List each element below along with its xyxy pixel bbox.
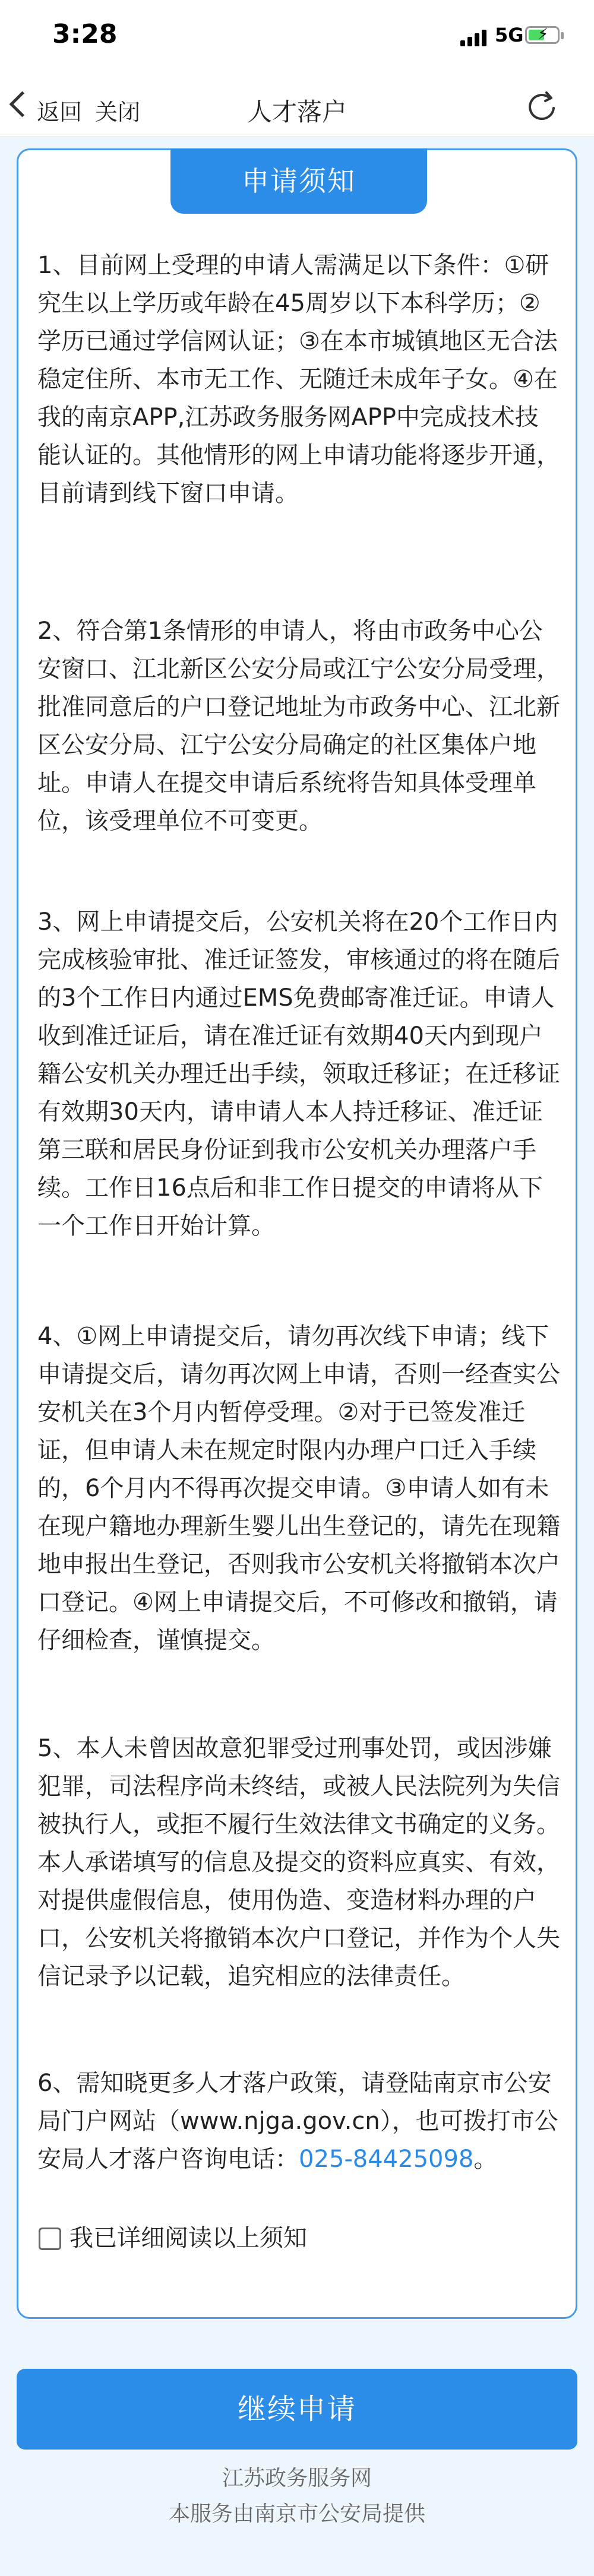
battery-tip — [561, 32, 564, 39]
notice-card — [17, 148, 577, 2319]
agree-label[interactable]: 我已详细阅读以上须知 — [69, 2225, 307, 2252]
notice-paragraph-3: 3、网上申请提交后，公安机关将在20个工作日内完成核验审批、准迁证签发，审核通过的将在随后的3个工作日内通过EMS免费邮寄准迁证。申请人收到准迁证后，请在准迁证有效期40天内到现户籍公安机关办理迁出手续，领取迁移证；在迁移证有效期30天内，请申请人本人持迁移证、准迁证第三联和居民身份证到我市公安机关办理落户手续。工作日16点后和非工作日提交的申请将从下一个工作日开始计算。 — [37, 908, 560, 1240]
consult-phone-link[interactable]: 025-84425098 — [299, 2146, 474, 2173]
nav-bar — [0, 77, 594, 137]
notice-header-label: 申请须知 — [242, 165, 356, 197]
notice-paragraph-6-text: 6、需知晓更多人才落户政策，请登陆南京市公安局门户网站（www.njga.gov.cn），也可拨打市公安局人才落户咨询电话： — [37, 2070, 558, 2173]
footer-service-note: 本服务由南京市公安局提供 — [168, 2502, 425, 2526]
refresh-icon[interactable] — [523, 88, 561, 126]
notice-paragraph-6 — [37, 2064, 560, 2178]
notice-paragraph-4: 4、①网上申请提交后，请勿再次线下申请；线下申请提交后，请勿再次网上申请，否则一经查实公安机关在3个月内暂停受理。②对于已签发准迁证，但申请人未在规定时限内办理户口迁入手续的，6个月内不得再次提交申请。③申请人如有未在现户籍地办理新生婴儿出生登记的，请先在现籍地申报出生登记，否则我市公安机关将撤销本次户口登记。④网上申请提交后，不可修改和撤销，请仔细检查，谨慎提交。 — [37, 1323, 560, 1654]
continue-button[interactable]: 继续申请 — [17, 2369, 577, 2450]
status-bar — [0, 0, 594, 77]
notice-paragraph-6-end: 。 — [473, 2146, 498, 2173]
notice-paragraph-1: 1、目前网上受理的申请人需满足以下条件：①研究生以上学历或年龄在45周岁以下本科学历；②学历已通过学信网认证；③在本市城镇地区无合法稳定住所、本市无工作、无随迁未成年子女。④在我的南京APP,江苏政务服务网APP中完成技术技能认证的。其他情形的网上申请功能将逐步开通，目前请到线下窗口申请。 — [37, 252, 560, 507]
battery-icon: ⚡ — [525, 26, 560, 44]
notice-header — [170, 148, 427, 214]
close-button[interactable]: 关闭 — [95, 99, 141, 125]
signal-icon — [460, 28, 489, 46]
status-time: 3:28 — [52, 19, 118, 49]
page-title: 人才落户 — [247, 97, 347, 126]
agree-checkbox[interactable] — [39, 2228, 61, 2250]
network-type: 5G — [495, 24, 524, 46]
back-button[interactable]: 返回 — [37, 99, 83, 125]
notice-paragraph-5: 5、本人未曾因故意犯罪受过刑事处罚，或因涉嫌犯罪，司法程序尚未终结，或被人民法院列为失信被执行人，或拒不履行生效法律文书确定的义务。本人承诺填写的信息及提交的资料应真实、有效，对提供虚假信息，使用伪造、变造材料办理的户口，公安机关将撤销本次户口登记，并作为个人失信记录予以记载，追究相应的法律责任。 — [37, 1735, 560, 1990]
footer-provider-site: 江苏政务服务网 — [222, 2466, 372, 2491]
notice-paragraph-2: 2、符合第1条情形的申请人，将由市政务中心公安窗口、江北新区公安分局或江宁公安分局受理，批准同意后的户口登记地址为市政务中心、江北新区公安分局、江宁公安分局确定的社区集体户地址。申请人在提交申请后系统将告知具体受理单位，该受理单位不可变更。 — [37, 617, 560, 835]
